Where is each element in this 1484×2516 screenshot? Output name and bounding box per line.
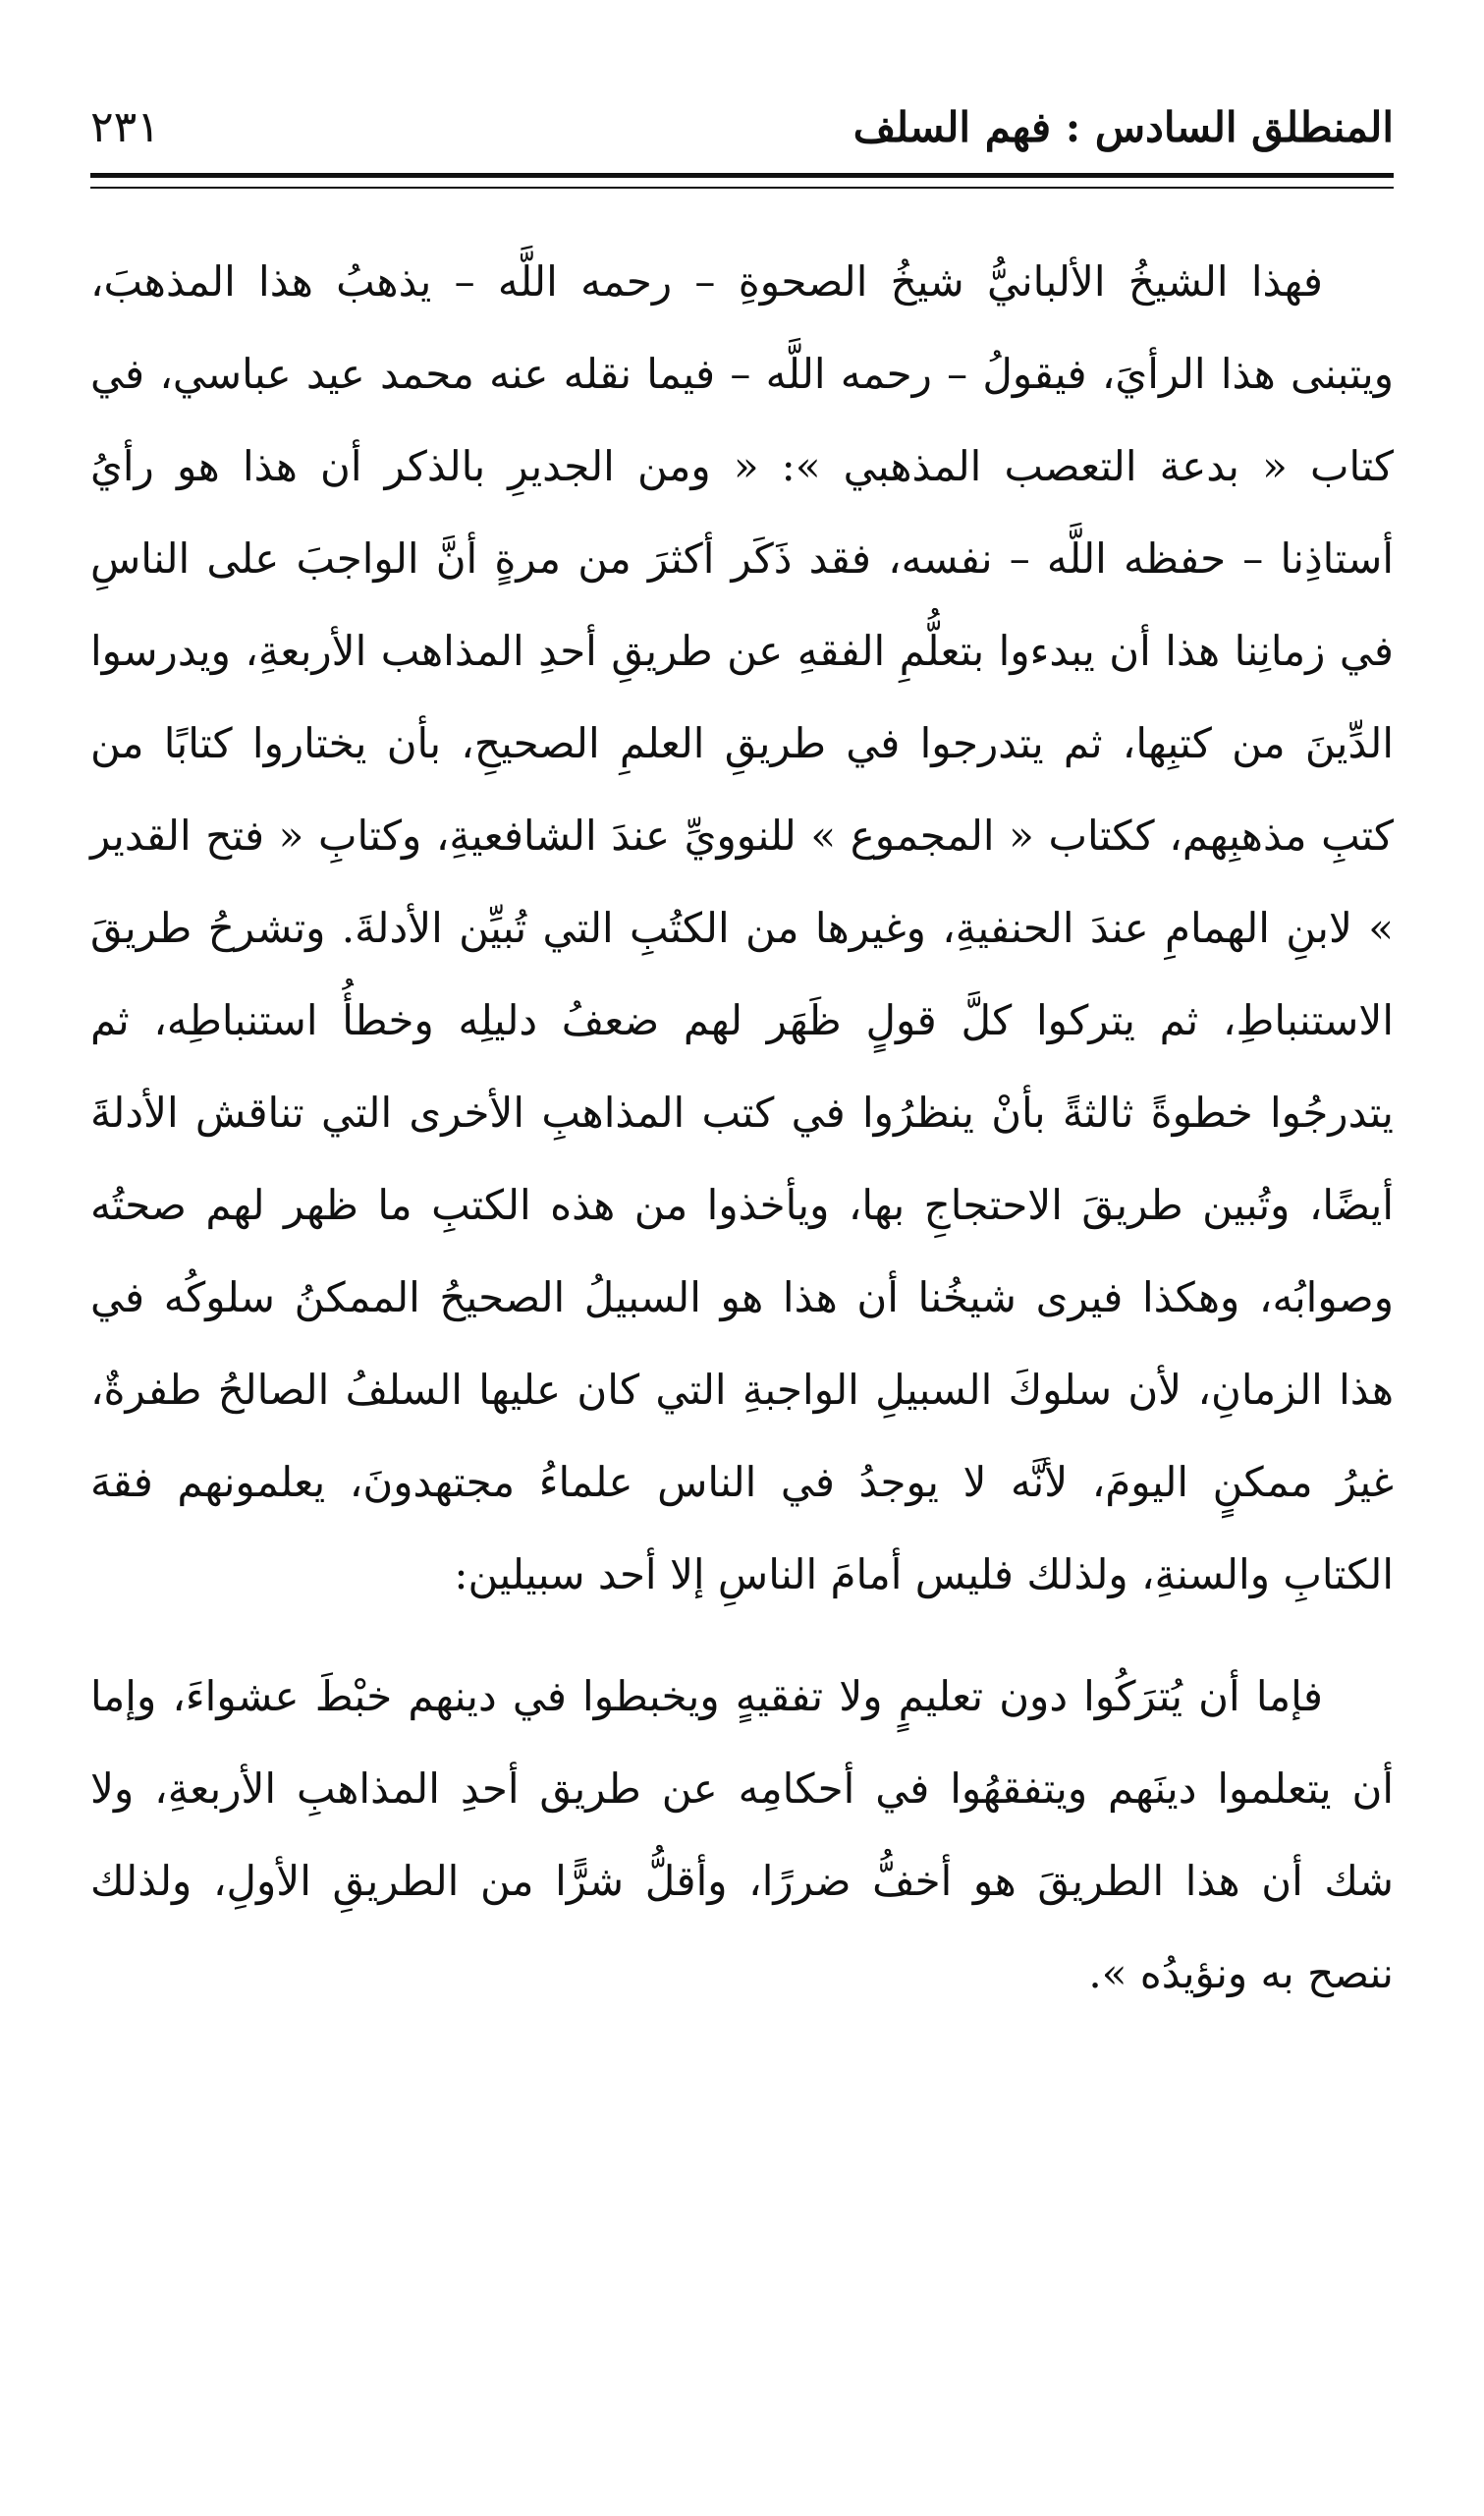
paragraph-2: فإما أن يُترَكُوا دون تعليمٍ ولا تفقيهٍ ويخبطوا في دينهم خبْطَ عشواءَ، وإما أن يتعلموا دينَهم ويتفقهُوا في أحكامِه عن طريق أحدِ المذاهبِ الأربعةِ، ولا شك أن هذا الطريقَ هو أخفُّ ضررًا، وأقلُّ شرًّا من الطريقِ الأولِ، ولذلك ننصح به ونؤيدُه ». <box>90 1672 1394 1997</box>
paragraph-1: فهذا الشيخُ الألبانيُّ شيخُ الصحوةِ – رحمه اللَّه – يذهبُ هذا المذهبَ، ويتبنى هذا الرأيَ، فيقولُ – رحمه اللَّه – فيما نقله عنه محمد عيد عباسي، في كتاب « بدعة التعصب المذهبي »: « ومن الجديرِ بالذكر أن هذا هو رأيُ أستاذِنا – حفظه اللَّه – نفسه، فقد ذَكَر أكثرَ من مرةٍ أنَّ الواجبَ على الناسِ في زمانِنا هذا أن يبدءوا بتعلُّمِ الفقهِ عن طريقِ أحدِ المذاهب الأربعةِ، ويدرسوا الدِّينَ من كتبِها، ثم يتدرجوا في طريقِ العلمِ الصحيحِ، بأن يختاروا كتابًا من كتبِ مذهبِهم، ككتاب « المجموع » للنوويِّ عندَ الشافعيةِ، وكتابِ « فتح القدير » لابنِ الهمامِ عندَ الحنفيةِ، وغيرها من الكتُبِ التي تُبيِّن الأدلةَ. وتشرحُ طريقَ الاستنباطِ، ثم يتركوا كلَّ قولٍ ظَهَر لهم ضعفُ دليلِه وخطأُ استنباطِه، ثم يتدرجُوا خطوةً ثالثةً بأنْ ينظرُوا في كتب المذاهبِ الأخرى التي تناقش الأدلةَ أيضًا، وتُبين طريقَ الاحتجاجِ بها، ويأخذوا من هذه الكتبِ ما ظهر لهم صحتُه وصوابُه، وهكذا فيرى شيخُنا أن هذا هو السبيلُ الصحيحُ الممكنُ سلوكُه في هذا الزمانِ، لأن سلوكَ السبيلِ الواجبةِ التي كان عليها السلفُ الصالحُ طفرةٌ، غيرُ ممكنٍ اليومَ، لأنَّه لا يوجدُ في الناس علماءُ مجتهدونَ، يعلمونهم فقهَ الكتابِ والسنةِ، ولذلك فليس أمامَ الناسِ إلا أحد سبيلين: <box>90 257 1394 1598</box>
page-header <box>90 90 1394 159</box>
header-rule-thin <box>90 187 1394 189</box>
page-number: ٢٣١ <box>90 102 160 152</box>
body-text <box>90 236 1394 2020</box>
header-rule-thick <box>90 173 1394 178</box>
running-title: المنطلق السادس : فهم السلف <box>852 103 1394 151</box>
